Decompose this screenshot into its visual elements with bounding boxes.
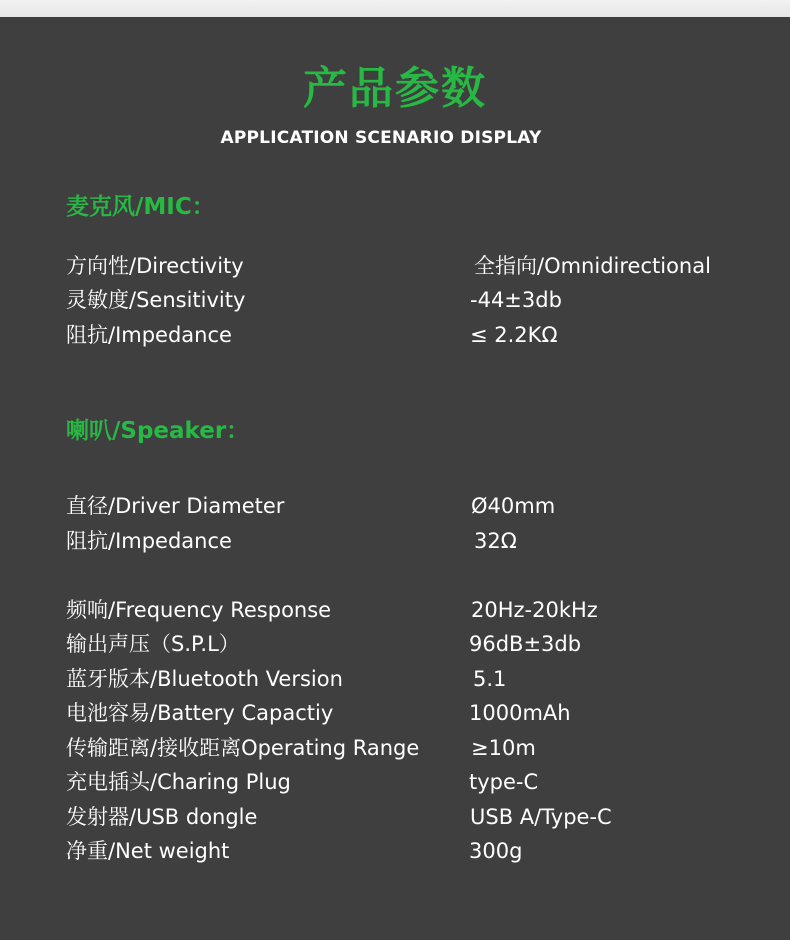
- spec-label: 电池容易/Battery Capactiy: [66, 701, 334, 725]
- spec-row-spl: [66, 629, 766, 659]
- spec-row-charging-plug: [66, 767, 766, 797]
- spec-row-bluetooth-version: [66, 664, 766, 694]
- spec-row-mic-sensitivity: [66, 285, 766, 315]
- spec-value: ≤ 2.2KΩ: [470, 323, 558, 347]
- spec-value: 1000mAh: [469, 701, 571, 725]
- spec-label: 灵敏度/Sensitivity: [66, 288, 246, 312]
- spec-label: 输出声压（S.P.L）: [66, 632, 240, 656]
- page-subtitle: APPLICATION SCENARIO DISPLAY: [220, 128, 542, 148]
- spec-value: -44±3db: [470, 288, 562, 312]
- spec-row-net-weight: [66, 836, 766, 866]
- top-strip: [0, 0, 790, 17]
- spec-value: ≥10m: [471, 736, 536, 760]
- spec-value: 全指向/Omnidirectional: [474, 254, 711, 278]
- spec-row-driver-diameter: [66, 491, 766, 521]
- spec-label: 阻抗/Impedance: [66, 529, 232, 553]
- spec-value: 96dB±3db: [469, 632, 582, 656]
- spec-row-battery-capacity: [66, 698, 766, 728]
- mic-section-heading: 麦克风/MIC：: [66, 194, 215, 220]
- spec-value: 300g: [469, 839, 523, 863]
- spec-row-speaker-impedance: [66, 526, 766, 556]
- spec-label: 频响/Frequency Response: [66, 598, 332, 622]
- spec-label: 传输距离/接收距离Operating Range: [66, 736, 420, 760]
- spec-row-usb-dongle: [66, 802, 766, 832]
- spec-label: 蓝牙版本/Bluetooth Version: [66, 667, 343, 691]
- spec-label: 阻抗/Impedance: [66, 323, 232, 347]
- spec-row-mic-impedance: [66, 320, 766, 350]
- spec-label: 发射器/USB dongle: [66, 805, 258, 829]
- spec-value: 5.1: [473, 667, 507, 691]
- speaker-section-heading: 喇叭/Speaker：: [66, 418, 250, 444]
- spec-value: type-C: [469, 770, 539, 794]
- spec-value: 32Ω: [474, 529, 517, 553]
- spec-row-operating-range: [66, 733, 766, 763]
- spec-row-mic-directivity: [66, 251, 766, 281]
- spec-label: 净重/Net weight: [66, 839, 230, 863]
- spec-label: 方向性/Directivity: [66, 254, 244, 278]
- spec-label: 充电插头/Charing Plug: [66, 770, 291, 794]
- spec-value: Ø40mm: [471, 494, 556, 518]
- spec-row-frequency-response: [66, 595, 766, 625]
- spec-value: USB A/Type-C: [470, 805, 612, 829]
- page-title: 产品参数: [303, 63, 487, 114]
- spec-label: 直径/Driver Diameter: [66, 494, 285, 518]
- spec-value: 20Hz-20kHz: [471, 598, 598, 622]
